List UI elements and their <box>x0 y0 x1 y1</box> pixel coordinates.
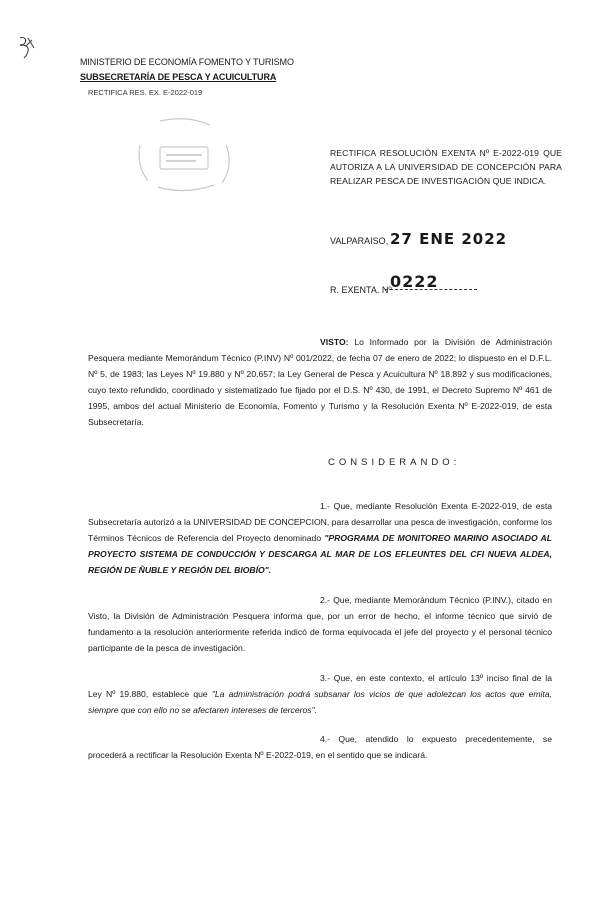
resolution-number-label: R. EXENTA. Nº <box>330 285 392 295</box>
considerando-heading: CONSIDERANDO: <box>328 457 461 468</box>
undersecretary-name: SUBSECRETARÍA DE PESCA Y ACUICULTURA <box>80 72 277 82</box>
considerando-1-text-cont: , para desarrollar una pesca de investigación, conforme los Términos Técnicos de Referencia del Proyecto denominado <box>88 517 552 543</box>
place-label: VALPARAISO, <box>330 236 389 246</box>
considerando-3 <box>88 670 552 718</box>
law-quote: "La administración podrá subsanar los vicios de que adolezcan los actos que emita, siempre que con ello no se afectaren intereses de terceros". <box>88 689 552 715</box>
project-name: "PROGRAMA DE MONITOREO MARINO ASOCIADO AL PROYECTO SISTEMA DE CONDUCCIÓN Y DESCARGA AL MAR DE LOS EFLEUNTES DEL CFI NUEVA ALDEA, REGIÓN DE ÑUBLE Y REGIÓN DEL BIOBÍO". <box>88 533 552 575</box>
university-name: UNIVERSIDAD DE CONCEPCION <box>193 517 327 527</box>
considerando-1-text: 1.- Que, mediante Resolución Exenta E-2022-019, de esta Subsecretaría autorizó a la <box>88 501 552 527</box>
ministry-name: MINISTERIO DE ECONOMÍA FOMENTO Y TURISMO <box>80 57 294 67</box>
faded-stamp <box>130 115 240 193</box>
resolution-number: 0222 <box>390 272 439 291</box>
resolution-title: RECTIFICA RESOLUCIÓN EXENTA Nº E-2022-019 QUE AUTORIZA A LA UNIVERSIDAD DE CONCEPCIÓN PARA REALIZAR PESCA DE INVESTIGACIÓN QUE INDICA. <box>330 148 562 186</box>
signature-mark <box>14 34 38 64</box>
considerando-4: 4.- Que, atendido lo expuesto precedentemente, se procederá a rectificar la Resolución Exenta Nº E-2022-019, en el sentido que se indicará. <box>88 734 552 760</box>
document-reference: RECTIFICA RES. EX. E-2022-019 <box>88 88 203 97</box>
considerando-3-text: 3.- Que, en este contexto, el artículo 13º inciso final de la Ley Nº 19.880, establece que <box>88 673 552 699</box>
visto-text: Lo Informado por la División de Administración Pesquera mediante Memorándum Técnico (P.INV) Nº 001/2022, de fecha 07 de enero de 2022; lo dispuesto en el D.F.L. Nº 5, de 1983; las Leyes Nº 19.880 y Nº 20.657; la Ley General de Pesca y Acuicultura Nº 18.892 y sus modificaciones, cuyo texto refundido, coordinado y sistematizado fue fijado por el D.S. Nº 430, de 1991, el Decreto Supremo Nº 461 de 1995, ambos del actual Ministerio de Economía, Fomento y Turismo y la Resolución Exenta Nº E-2022-019, de esta Subsecretaría. <box>88 337 553 427</box>
considerando-1 <box>88 498 552 578</box>
visto-paragraph <box>88 334 552 430</box>
considerando-2: 2.- Que, mediante Memorándum Técnico (P.INV.), citado en Visto, la División de Administración Pesquera informa que, por un error de hecho, el informe técnico que sirvió de fundamento a la resolución anteriormente referida indicó de forma equivocada el jefe del proyecto y el personal técnico participante de la pesca de investigación. <box>88 595 552 653</box>
visto-label: VISTO: <box>320 337 349 347</box>
resolution-date: 27 ENE 2022 <box>390 230 508 248</box>
